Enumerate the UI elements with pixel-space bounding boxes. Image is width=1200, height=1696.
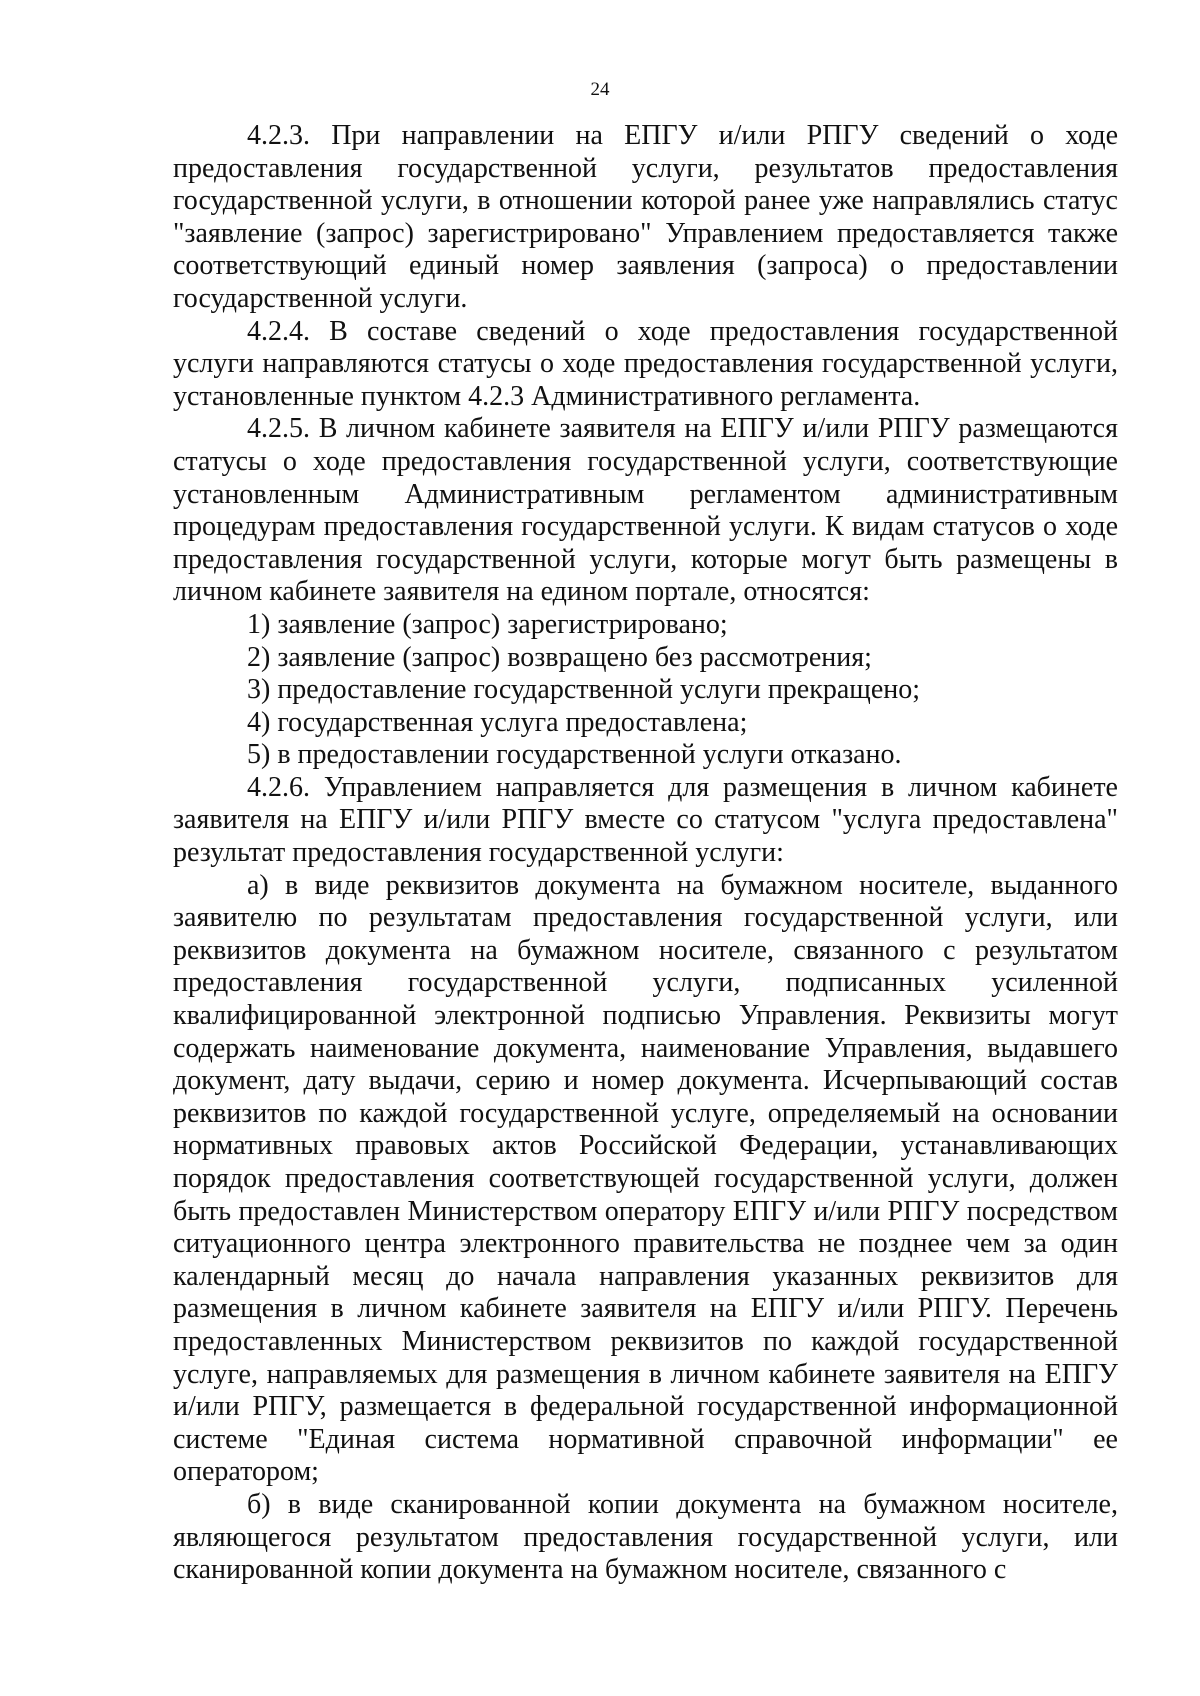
status-list-item: 1) заявление (запрос) зарегистрировано; (247, 608, 728, 640)
page-number: 24 (590, 79, 610, 100)
paragraph-4-2-3: 4.2.3. При направлении на ЕПГУ и/или РПГУ сведений о ходе предоставления государственной услуги, результатов предоставления государственной услуги, в отношении которой ранее уже направлялись статус "заявление (запрос) зарегистрировано" Управлением предоставляется также соответствующий единый номер заявления (запроса) о предоставлении государственной услуги. (173, 120, 1118, 314)
subparagraph-b: б) в виде сканированной копии документа на бумажном носителе, являющегося результатом предоставления государственной услуги, или сканированной копии документа на бумажном носителе, связанного с (173, 1488, 1118, 1586)
paragraph-4-2-5: 4.2.5. В личном кабинете заявителя на ЕПГУ и/или РПГУ размещаются статусы о ходе предоставления государственной услуги, соответствующие установленным Административным регламентом административным процедурам предоставления государственной услуги. К видам статусов о ходе предоставления государственной услуги, которые могут быть размещены в личном кабинете заявителя на едином портале, относятся: (173, 413, 1118, 608)
status-list-item: 3) предоставление государственной услуги прекращено; (247, 674, 921, 706)
paragraph-4-2-6: 4.2.6. Управлением направляется для размещения в личном кабинете заявителя на ЕПГУ и/или РПГУ вместе со статусом "услуга предоставлена" результат предоставления государственной услуги: (173, 771, 1118, 869)
status-list-item: 2) заявление (запрос) возвращено без рассмотрения; (247, 641, 872, 673)
status-list-item: 4) государственная услуга предоставлена; (247, 706, 748, 738)
status-list-item: 5) в предоставлении государственной услуги отказано. (247, 739, 902, 771)
subparagraph-a: а) в виде реквизитов документа на бумажном носителе, выданного заявителю по результатам предоставления государственной услуги, или реквизитов документа на бумажном носителе, связанного с результатом предоставления государственной услуги, подписанных усиленной квалифицированной электронной подписью Управления. Реквизиты могут содержать наименование документа, наименование Управления, выдавшего документ, дату выдачи, серию и номер документа. Исчерпывающий состав реквизитов по каждой государственной услуге, определяемый на основании нормативных правовых актов Российской Федерации, устанавливающих порядок предоставления соответствующей государственной услуги, должен быть предоставлен Министерством оператору ЕПГУ и/или РПГУ посредством ситуационного центра электронного правительства не позднее чем за один календарный месяц до начала направления указанных реквизитов для размещения в личном кабинете заявителя на ЕПГУ и/или РПГУ. Перечень предоставленных Министерством реквизитов по каждой государственной услуге, направляемых для размещения в личном кабинете заявителя на ЕПГУ и/или РПГУ, размещается в федеральной государственной информационной системе "Единая система нормативной справочной информации" ее оператором; (173, 869, 1118, 1488)
paragraph-4-2-4: 4.2.4. В составе сведений о ходе предоставления государственной услуги направляются статусы о ходе предоставления государственной услуги, установленные пунктом 4.2.3 Административного регламента. (173, 315, 1118, 412)
document-body (173, 120, 1118, 1587)
